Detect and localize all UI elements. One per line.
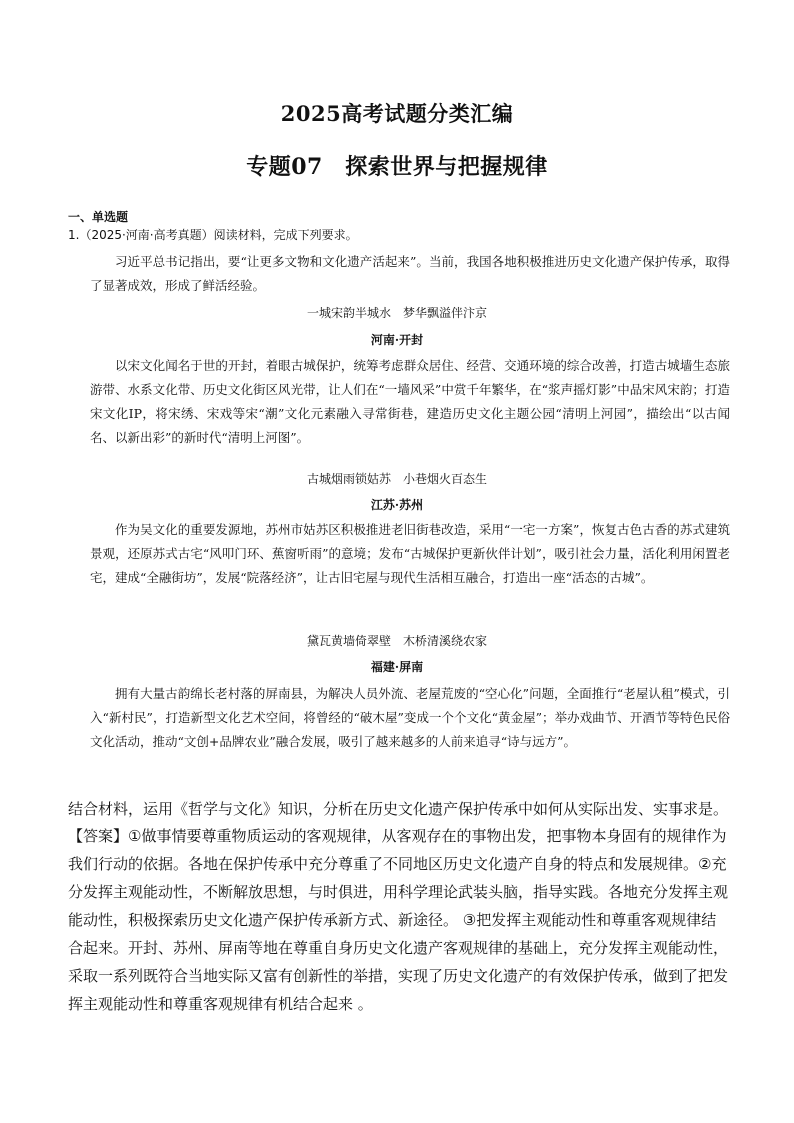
section-heading: 一、单选题 [68,210,129,224]
case-heading: 黛瓦黄墙倚翠壁 木桥清溪绕农家 [306,634,487,648]
answer-text: 【答案】①做事情要尊重物质运动的客观规律，从客观存在的事物出发，把事物本身固有的规律作为我们行动的依据。各地在保护传承中充分尊重了不同地区历史文化遗产自身的特点和发展规律。②充分发挥主观能动性，不断解放思想，与时俱进，用科学理论武装头脑，指导实践。各地充分发挥主观能动性，积极探索历史文化遗产保护传承新方式、新途径。 ③把发挥主观能动性和尊重客观规律结合起来。开封、苏州、屏南等地在尊重自身历史文化遗产客观规律的基础上，充分发挥主观能动性，采取一系列既符合当地实际又富有创新性的举措，实现了历史文化遗产的有效保护传承，做到了把发挥主观能动性和尊重客观规律有机结合起来 。 [68,827,729,1013]
task-prompt: 结合材料，运用《哲学与文化》知识，分析在历史文化遗产保护传承中如何从实际出发、实事求是。 [68,800,729,818]
case-text: 拥有大量古韵绵长老村落的屏南县，为解决人员外流、老屋荒废的“空心化”问题，全面推行“老屋认租”模式，引入“新村民”，打造新型文化艺术空间，将曾经的“破木屋”变成一个个文化“黄金屋”；举办戏曲节、开酒节等特色民俗文化活动，推动“文创+品牌农业”融合发展，吸引了越来越多的人前来追寻“诗与远方”。 [90,686,730,749]
case-heading: 古城烟雨锁姑苏 小巷烟火百态生 [306,472,487,486]
case-heading: 一城宋韵半城水 梦华飘溢伴汴京 [306,306,487,320]
case-place: 河南·开封 [370,333,424,347]
page-subtitle: 专题07 探索世界与把握规律 [246,154,548,180]
case-place: 江苏·苏州 [370,498,424,512]
case-text: 以宋文化闻名于世的开封，着眼古城保护，统筹考虑群众居住、经营、交通环境的综合改善，打造古城墙生态旅游带、水系文化带、历史文化街区风光带，让人们在“一墙风采”中赏千年繁华，在“浆声摇灯影”中品宋风宋韵；打造宋文化IP，将宋绣、宋戏等宋“潮”文化元素融入寻常街巷，建造历史文化主题公园“清明上河园”，描绘出“以古闻名、以新出彩”的新时代“清明上河图”。 [90,358,730,445]
page-title: 2025高考试题分类汇编 [280,101,514,126]
material-intro: 习近平总书记指出，要“让更多文物和文化遗产活起来”。当前，我国各地积极推进历史文化遗产保护传承，取得了显著成效，形成了鲜活经验。 [90,254,730,293]
case-place: 福建·屏南 [370,660,424,674]
question-stem: 1.（2025·河南·高考真题）阅读材料，完成下列要求。 [68,228,358,242]
case-text: 作为吴文化的重要发源地，苏州市姑苏区积极推进老旧街巷改造，采用“一宅一方案”，恢复古色古香的苏式建筑景观，还原苏式古宅“风叩门环、蕉窗听雨”的意境；发布“古城保护更新伙伴计划”，吸引社会力量，活化利用闲置老宅，建成“全融街坊”，发展“院落经济”，让古旧宅屋与现代生活相互融合，打造出一座“活态的古城”。 [90,522,730,585]
